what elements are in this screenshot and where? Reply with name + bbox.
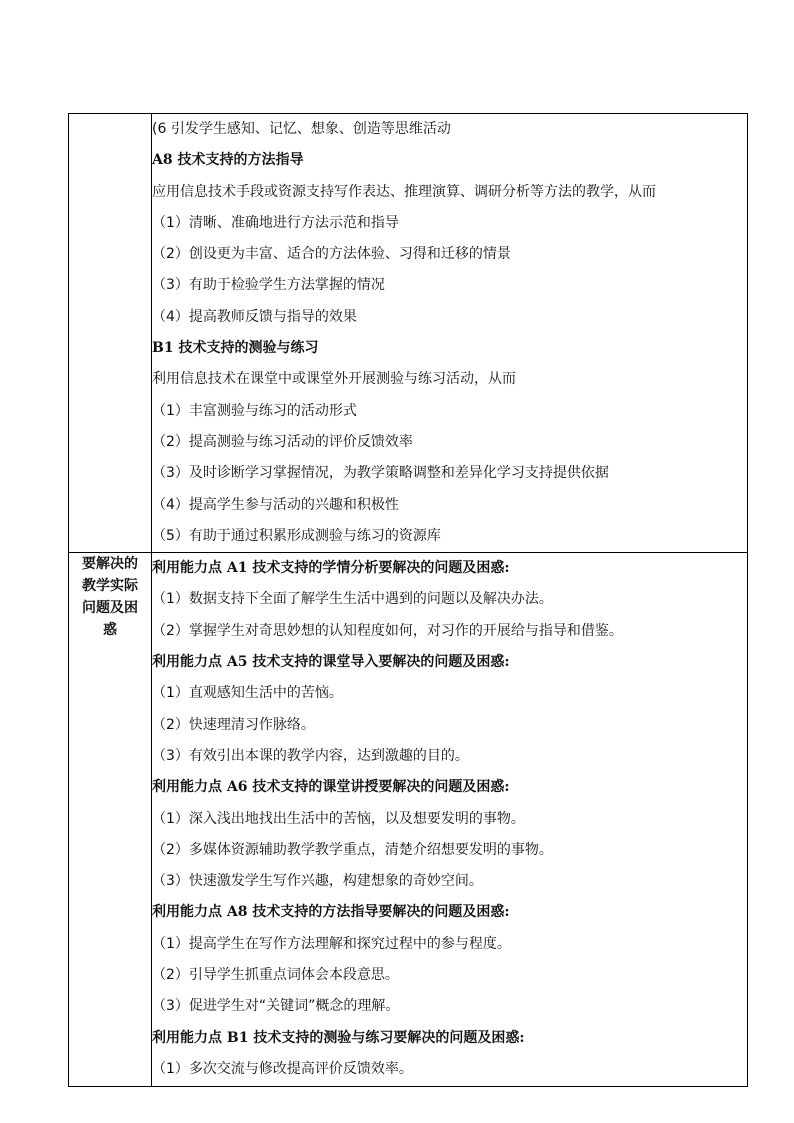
list-item: （2）创设更为丰富、适合的方法体验、习得和迁移的情景 [152, 246, 511, 263]
list-item: （3）及时诊断学习掌握情况，为教学策略调整和差异化学习支持提供依据 [152, 465, 609, 482]
row-label-cell [69, 553, 152, 1087]
list-item: （1）直观感知生活中的苦恼。 [152, 685, 343, 702]
content-cell-problems [152, 553, 748, 1087]
list-item: （2）快速理清习作脉络。 [152, 716, 315, 733]
row-label-line: 教学实际 [82, 578, 138, 595]
list-item: （1）数据支持下全面了解学生生活中遇到的问题以及解决办法。 [152, 591, 553, 608]
row-label-problems [69, 553, 151, 641]
table-row [69, 553, 748, 1087]
lesson-plan-table [68, 113, 748, 1087]
list-item: （3）有助于检验学生方法掌握的情况 [152, 277, 385, 294]
list-item: （2）多媒体资源辅助教学教学重点，清楚介绍想要发明的事物。 [152, 841, 553, 858]
list-item: (6 引发学生感知、记忆、想象、创造等思维活动 [152, 121, 451, 137]
list-item: （1）多次交流与修改提高评价反馈效率。 [152, 1060, 413, 1077]
table-row [69, 114, 748, 553]
list-item: （1）清晰、准确地进行方法示范和指导 [152, 214, 399, 231]
list-item: （2）引导学生抓重点词体会本段意思。 [152, 967, 399, 984]
list-item: （3）有效引出本课的教学内容，达到激趣的目的。 [152, 747, 469, 764]
list-item: 利用信息技术在课堂中或课堂外开展测验与练习活动，从而 [152, 371, 516, 388]
section-heading: 利用能力点 A6 技术支持的课堂讲授要解决的问题及困惑: [152, 779, 510, 796]
list-item: （3）促进学生对“关键词”概念的理解。 [152, 998, 400, 1015]
list-item: （4）提高学生参与活动的兴趣和积极性 [152, 496, 399, 513]
list-item: （3）快速激发学生写作兴趣，构建想象的奇妙空间。 [152, 873, 483, 890]
row-label-cell-empty [69, 114, 152, 553]
content-cell-methods [152, 114, 748, 553]
section-heading: 利用能力点 A8 技术支持的方法指导要解决的问题及困惑: [152, 904, 510, 921]
list-item: （1）深入浅出地找出生活中的苦恼，以及想要发明的事物。 [152, 810, 525, 827]
section-heading: B1 技术支持的测验与练习 [152, 340, 319, 357]
list-item: （1）丰富测验与练习的活动形式 [152, 402, 357, 419]
list-item: （2）提高测验与练习活动的评价反馈效率 [152, 433, 413, 450]
section-heading: 利用能力点 B1 技术支持的测验与练习要解决的问题及困惑: [152, 1029, 525, 1046]
list-item: （2）掌握学生对奇思妙想的认知程度如何，对习作的开展给与指导和借鉴。 [152, 622, 623, 639]
section-heading: 利用能力点 A1 技术支持的学情分析要解决的问题及困惑: [152, 560, 510, 577]
row-label-line: 惑 [103, 622, 117, 639]
list-item: （5）有助于通过积累形成测验与练习的资源库 [152, 527, 441, 544]
row-label-line: 要解决的 [82, 556, 138, 573]
row-label-line: 问题及困 [82, 600, 138, 617]
list-item: （1）提高学生在写作方法理解和探究过程中的参与程度。 [152, 935, 511, 952]
section-heading: 利用能力点 A5 技术支持的课堂导入要解决的问题及困惑: [152, 654, 510, 671]
list-item: （4）提高教师反馈与指导的效果 [152, 308, 357, 325]
section-heading: A8 技术支持的方法指导 [152, 152, 304, 169]
list-item: 应用信息技术手段或资源支持写作表达、推理演算、调研分析等方法的教学，从而 [152, 183, 656, 200]
